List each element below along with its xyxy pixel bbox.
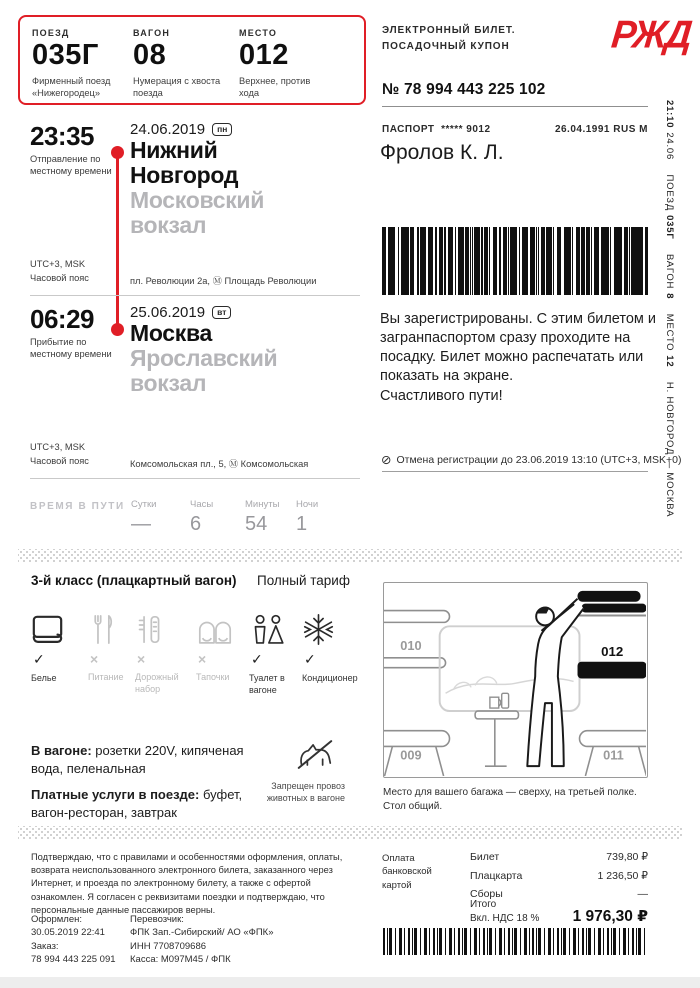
- amenity-label: Тапочки: [196, 672, 230, 682]
- seat-label: МЕСТО: [239, 28, 278, 38]
- arrival-timezone: [30, 441, 89, 469]
- amenity-mark: ✓: [33, 651, 45, 667]
- departure-time-note: Отправление по местному времени: [30, 154, 112, 177]
- side-seat: 12: [664, 355, 675, 368]
- wagon-interior-drawing: [384, 583, 646, 776]
- departure-city: Нижний Новгород: [130, 137, 239, 189]
- agreement-text: Подтверждаю, что с правилами и особенностями оформления, оплаты, возврата неиспользованного электронного билета, заказанного через Интернет, и проезда по электронному билету, а также с офертой ознакомлен. Я согласен с реквизитами поездки и подтверждаю, что персональные данные пассажиров верны.: [31, 852, 343, 915]
- amenity-mark: ×: [90, 651, 99, 667]
- wagon-number: 08: [133, 39, 167, 71]
- document-type: [382, 23, 515, 54]
- passport-masked: ПАСПОРТ ***** 9012: [382, 124, 491, 135]
- departure-timezone: [30, 258, 89, 286]
- svg-text:010: 010: [400, 637, 422, 653]
- duration-minutes: Минуты 54: [245, 499, 280, 535]
- rzd-logo: РЖД: [609, 12, 693, 56]
- amenity-label: Кондиционер: [302, 673, 358, 683]
- amenity-label: Дорожный набор: [135, 672, 179, 694]
- departure-station: Московский вокзал: [130, 187, 265, 239]
- amenity-slippers: [196, 606, 252, 684]
- issued-label: Оформлен:: [31, 914, 83, 925]
- departure-day-badge: пн: [212, 123, 232, 136]
- order-label: Заказ:: [31, 940, 59, 952]
- arrival-tz: UTC+3, MSK: [30, 442, 86, 452]
- departure-divider: [30, 295, 360, 296]
- no-pets-icon: [294, 738, 336, 771]
- registration-message: Вы зарегистрированы. С этим билетом и загранпаспортом сразу проходите на посадку. Билет можно распечатать или показать на экране. Счастливого пути!: [380, 310, 682, 406]
- train-info: [32, 28, 133, 103]
- side-time: 21:10: [664, 100, 675, 129]
- svg-text:012: 012: [601, 643, 624, 659]
- departure-time: 23:35: [30, 121, 94, 151]
- document-type-line2: ПОСАДОЧНЫЙ КУПОН: [382, 40, 510, 52]
- perforation-band-top: [18, 549, 682, 562]
- arrival-station: Ярославский вокзал: [130, 345, 278, 397]
- amenity-label: Питание: [88, 672, 124, 682]
- svg-text:011: 011: [603, 747, 624, 763]
- registration-cancel-info: ⊘ Отмена регистрации до 23.06.2019 13:10 (UTC+3, MSK+0): [381, 453, 682, 467]
- seat-number: 012: [239, 39, 289, 71]
- issue-info: [31, 913, 116, 966]
- perforation-band-bottom: [18, 826, 682, 839]
- wc-icon: [249, 606, 305, 646]
- luggage-illustration: [383, 582, 648, 778]
- amenity-mark: ✓: [304, 651, 316, 667]
- document-type-line1: ЭЛЕКТРОННЫЙ БИЛЕТ.: [382, 25, 516, 36]
- carrier-value: ФПК Зап.-Сибирский/ АО «ФПК»: [130, 927, 274, 939]
- issued-value: 30.05.2019 22:41: [31, 927, 105, 939]
- order-value: 78 994 443 225 091: [31, 953, 116, 965]
- carrier-inn: ИНН 7708709686: [130, 940, 207, 952]
- cashdesk: Касса: М097М45 / ФПК: [130, 953, 231, 965]
- amenity-bedding: [31, 606, 87, 685]
- wagon-info: [133, 28, 239, 103]
- paid-services-label: Платные услуги в поезде:: [31, 787, 200, 802]
- arrival-city: Москва: [130, 320, 213, 346]
- slippers-icon: [196, 606, 252, 646]
- side-wagon: 8: [664, 293, 675, 300]
- total-labels: [470, 898, 539, 926]
- arrival-day-badge: вт: [212, 306, 231, 319]
- total-label: Итого: [470, 899, 497, 910]
- arrival-date: 25.06.2019: [130, 304, 206, 321]
- in-wagon-label: В вагоне:: [31, 743, 92, 758]
- amenity-label: Белье: [31, 673, 57, 683]
- side-train: 035Г: [664, 215, 675, 240]
- arrival-address: Комсомольская пл., 5, Ⓜ Комсомольская: [130, 459, 309, 469]
- train-note: Фирменный поезд «Нижегородец»: [32, 76, 111, 99]
- arrival-tz-label: Часовой пояс: [30, 455, 89, 466]
- arrival-dot: [111, 323, 124, 336]
- duration-hours: Часы 6: [190, 499, 214, 535]
- cancel-registration-icon: ⊘: [381, 453, 392, 467]
- cancel-divider: [382, 471, 648, 472]
- total-value: 1 976,30 ₽: [572, 908, 648, 925]
- vat-note: Вкл. НДС 18 %: [470, 913, 540, 924]
- duration-label: ВРЕМЯ В ПУТИ: [30, 501, 125, 512]
- amenity-mark: ×: [137, 651, 146, 667]
- amenity-mark: ×: [198, 651, 207, 667]
- departure-date: 24.06.2019: [130, 121, 206, 138]
- side-route: Н. НОВГОРОД — МОСКВА: [664, 381, 675, 518]
- side-date: 24.06: [664, 132, 675, 161]
- train-label: ПОЕЗД: [32, 28, 70, 38]
- carrier-label: Перевозчик:: [130, 914, 184, 925]
- amenity-toilet: [249, 606, 305, 696]
- no-pets-note: Запрещен провоз животных в вагоне: [266, 781, 345, 804]
- wagon-note: Нумерация с хвоста поезда: [133, 76, 221, 99]
- seat-info: [239, 28, 364, 103]
- wagon-label: ВАГОН: [133, 28, 171, 38]
- duration-days: Сутки —: [131, 499, 157, 535]
- arrival-divider: [30, 478, 360, 479]
- header-divider: [382, 106, 648, 107]
- route-timeline: [116, 151, 119, 331]
- payment-method: Оплата банковской картой: [382, 853, 432, 891]
- bedding-icon: [31, 606, 87, 646]
- side-trip-summary: [664, 100, 675, 518]
- tariff: Полный тариф: [257, 573, 350, 588]
- seat-note: Верхнее, против хода: [239, 76, 311, 99]
- svg-text:009: 009: [400, 747, 422, 763]
- train-number: 035Г: [32, 39, 99, 71]
- arrival-station-block: [130, 321, 305, 396]
- departure-station-block: [130, 138, 305, 238]
- price-row-berth: Плацкарта 1 236,50 ₽: [470, 869, 648, 882]
- amenity-ac: [302, 606, 358, 685]
- page-bottom-edge: [0, 977, 700, 988]
- arrival-time-note: Прибытие по местному времени: [30, 337, 112, 360]
- paid-services: Платные услуги в поезде: буфет, вагон-ресторан, завтрак: [31, 787, 243, 821]
- departure-address: пл. Революции 2а, Ⓜ Площадь Революции: [130, 276, 317, 286]
- luggage-caption: Место для вашего багажа — сверху, на третьей полке. Стол общий.: [383, 787, 637, 812]
- duration-nights: Ночи 1: [296, 499, 319, 535]
- travel-kit-icon: [135, 606, 191, 646]
- passenger-name: Фролов К. Л.: [380, 141, 504, 164]
- departure-dot: [111, 146, 124, 159]
- price-row-ticket: Билет 739,80 ₽: [470, 851, 648, 863]
- service-class-title: 3-й класс (плацкартный вагон): [31, 573, 237, 588]
- order-barcode: [383, 928, 648, 955]
- passenger-birth-info: 26.04.1991 RUS M: [554, 124, 648, 135]
- amenity-travel-kit: [135, 606, 191, 695]
- side-seat-label: МЕСТО: [664, 313, 675, 352]
- arrival-date-row: [130, 304, 231, 321]
- departure-tz: UTC+3, MSK: [30, 259, 86, 269]
- side-wagon-label: ВАГОН: [664, 253, 675, 290]
- side-train-label: ПОЕЗД: [664, 174, 675, 212]
- price-row-fees: Сборы —: [470, 888, 648, 900]
- total-block: [470, 898, 648, 926]
- pdf417-barcode: [382, 227, 648, 295]
- ticket-number: № 78 994 443 225 102: [382, 81, 546, 98]
- snowflake-icon: [302, 606, 358, 646]
- carrier-info: [130, 913, 274, 966]
- train-seat-summary-box: [18, 15, 366, 105]
- departure-date-row: [130, 121, 232, 138]
- registration-wish: Счастливого пути!: [380, 387, 503, 404]
- amenity-mark: ✓: [251, 651, 263, 667]
- passport-row: [382, 124, 648, 135]
- in-wagon-services: В вагоне: розетки 220V, кипяченая вода, пеленальная: [31, 743, 244, 777]
- departure-tz-label: Часовой пояс: [30, 272, 89, 283]
- amenity-label: Туалет в вагоне: [249, 673, 285, 695]
- arrival-time: 06:29: [30, 304, 94, 334]
